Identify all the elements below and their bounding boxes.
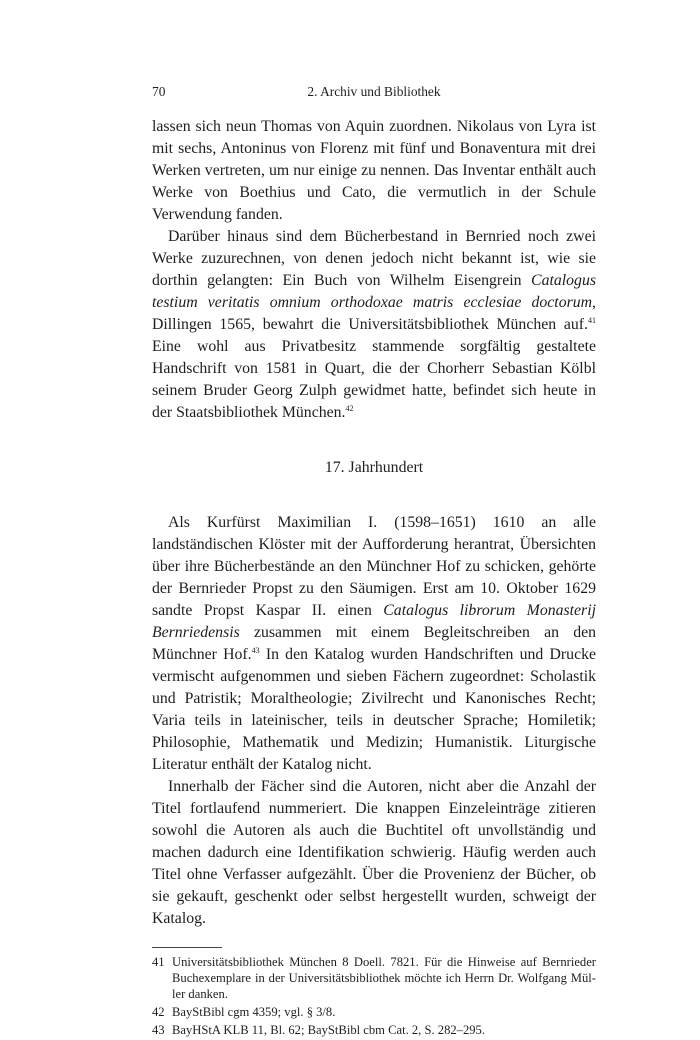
book-page <box>152 84 596 1040</box>
footnote-ref-42[interactable]: 42 <box>345 404 354 413</box>
footnote-divider <box>152 947 222 948</box>
footnote-number: 43 <box>152 1023 165 1037</box>
footnote <box>152 954 596 1002</box>
page-number: 70 <box>152 84 166 99</box>
paragraph-3-text-c: In den Katalog wurden Handschriften und Drucke vermischt aufgenommen und sieben Fächern zugeordnet: Scholastik und Patristik; Moraltheologie; Zivilrecht und Kanonisches Recht; Varia teils in lateinischer, teils in deutscher Sprache; Homiletik; Philosophie, Mathematik und Medizin; Humanistik. Liturgische Literatur enthält der Katalog nicht. <box>152 646 596 773</box>
footnote-text: Universitätsbibliothek München 8 Doell. 7821. Für die Hinweise auf Bernrieder Buchexemplare in der Universitätsbibliothek möchte ich Herrn Dr. Wolfgang Müller danken. <box>172 955 596 1001</box>
footnote-number: 41 <box>152 955 165 969</box>
footnote-number: 42 <box>152 1005 165 1019</box>
body-text <box>152 116 596 930</box>
paragraph-3-text-a: Als Kurfürst Maximilian I. (1598–1651) 1610 an alle landständischen Klöster mit der Aufforderung herantrat, Übersichten über ihre Bücherbestände an den Münchner Hof zu schicken, gehörte der Bernrieder Propst zu den Säumigen. Erst am 10. Oktober 1629 sandte Propst Kaspar II. einen <box>152 514 596 619</box>
footnote-text: BayStBibl cgm 4359; vgl. § 3/8. <box>172 1005 336 1019</box>
footnote-text: BayHStA KLB 11, Bl. 62; BayStBibl cbm Cat. 2, S. 282–295. <box>172 1023 485 1037</box>
footnote <box>152 1004 596 1020</box>
page-header <box>152 84 596 104</box>
paragraph-4: Innerhalb der Fächer sind die Autoren, nicht aber die Anzahl der Titel fortlaufend nummeriert. Die knappen Einzeleinträge zitieren sowohl die Autoren als auch die Buchtitel oft unvollständig und machen dadurch eine Identifikation schwierig. Häufig werden auch Titel ohne Verfasser aufgezählt. Über die Provenienz der Bücher, ob sie gekauft, geschenkt oder selbst hergestellt wurden, schweigt der Katalog. <box>152 778 596 927</box>
catalogus-title: Catalogus librorum Monasterij Bernriedensis <box>152 602 596 641</box>
paragraph-2 <box>152 226 596 424</box>
paragraph-2-text-a: Darüber hinaus sind dem Bücherbestand in Bernried noch zwei Werke zuzurechnen, von denen jedoch nicht bekannt ist, wie sie dorthin gelangten: Ein Buch von Wilhelm Eisengrein <box>152 228 596 289</box>
paragraph-2-text-b: , Dillingen 1565, bewahrt die Universitätsbibliothek München auf. <box>152 294 596 333</box>
running-head: 2. Archiv und Bibliothek <box>307 84 441 99</box>
paragraph-3 <box>152 512 596 776</box>
footnote <box>152 1022 596 1038</box>
footnotes <box>152 954 596 1038</box>
footnote-ref-41[interactable]: 41 <box>588 316 596 325</box>
paragraph-3-text-b: zusammen mit einem Begleitschreiben an den Münchner Hof. <box>152 624 596 663</box>
footnote-ref-43[interactable]: 43 <box>251 646 260 655</box>
paragraph-1: lassen sich neun Thomas von Aquin zuordnen. Nikolaus von Lyra ist mit sechs, Antoninus von Florenz mit fünf und Bonaventura mit drei Werken vertreten, um nur einige zu nennen. Das Inventar enthält auch Werke von Boethius und Cato, die vermutlich in der Schule Verwendung fanden. <box>152 118 596 223</box>
paragraph-2-text-c: Eine wohl aus Privatbesitz stammende sorgfältig gestaltete Handschrift von 1581 in Quart, die der Chorherr Sebastian Kölbl seinem Bruder Georg Zulph gewidmet hatte, befindet sich heute in der Staatsbibliothek München. <box>152 338 596 421</box>
section-heading: 17. Jahrhundert <box>324 459 424 476</box>
eisengrein-title: Catalogus testium veritatis omnium orthodoxae matris ecclesiae doctorum <box>152 272 596 311</box>
